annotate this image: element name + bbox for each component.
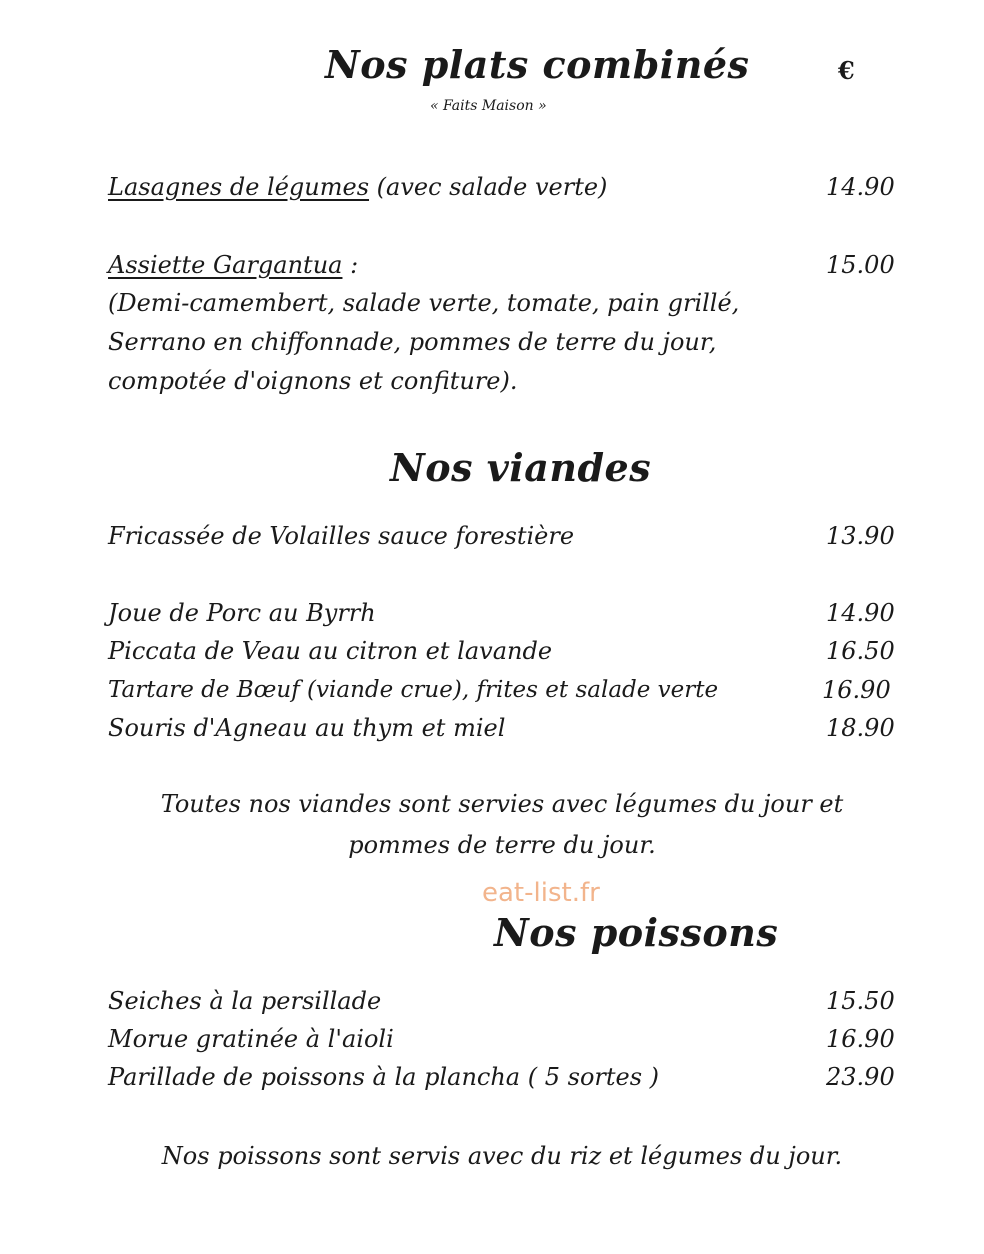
- menu-item: Joue de Porc au Byrrh: [108, 599, 376, 627]
- menu-item-lasagnes: [108, 168, 607, 206]
- poissons-note: Nos poissons sont servis avec du riz et légumes du jour.: [161, 1142, 843, 1170]
- section-subtitle-faits-maison: « Faits Maison »: [430, 98, 547, 114]
- watermark: eat-list.fr: [482, 878, 600, 908]
- menu-item-price: 14.90: [826, 599, 895, 627]
- viandes-note-line2: pommes de terre du jour.: [348, 831, 656, 859]
- menu-item-price: 18.90: [826, 714, 895, 742]
- section-title-poissons: Nos poissons: [494, 910, 779, 955]
- section-title-viandes: Nos viandes: [390, 445, 652, 490]
- menu-item-assiette-gargantua: [108, 246, 358, 284]
- menu-item-colon: :: [342, 251, 359, 279]
- menu-item-name: Assiette Gargantua: [108, 251, 343, 279]
- menu-item-description: Serrano en chiffonnade, pommes de terre du jour,: [108, 328, 717, 356]
- menu-item-price: 16.90: [826, 1025, 895, 1053]
- menu-item-price: 15.00: [826, 251, 895, 279]
- menu-item-description: (Demi-camembert, salade verte, tomate, pain grillé,: [108, 289, 740, 317]
- menu-item: Parillade de poissons à la plancha ( 5 sortes ): [108, 1063, 660, 1091]
- menu-item: Seiches à la persillade: [108, 987, 382, 1015]
- menu-item: Morue gratinée à l'aioli: [108, 1025, 394, 1053]
- menu-item-price: 23.90: [826, 1063, 895, 1091]
- menu-item-price: 13.90: [826, 522, 895, 550]
- viandes-note-line1: Toutes nos viandes sont servies avec légumes du jour et: [160, 790, 844, 818]
- menu-item-price: 15.50: [826, 987, 895, 1015]
- menu-item-description: compotée d'oignons et confiture).: [108, 367, 518, 395]
- menu-item: Fricassée de Volailles sauce forestière: [108, 522, 575, 550]
- menu-item-name: Lasagnes de légumes: [108, 173, 370, 201]
- menu-item: Tartare de Bœuf (viande crue), frites et salade verte: [108, 677, 719, 703]
- menu-item: Souris d'Agneau au thym et miel: [108, 714, 506, 742]
- currency-symbol: €: [838, 56, 855, 85]
- menu-item-price: 14.90: [826, 173, 895, 201]
- menu-item-detail: (avec salade verte): [369, 173, 608, 201]
- section-title-plats-combines: Nos plats combinés: [325, 42, 750, 87]
- menu-item-price: 16.50: [826, 637, 895, 665]
- menu-item-price: 16.90: [822, 676, 891, 704]
- menu-item: Piccata de Veau au citron et lavande: [108, 637, 553, 665]
